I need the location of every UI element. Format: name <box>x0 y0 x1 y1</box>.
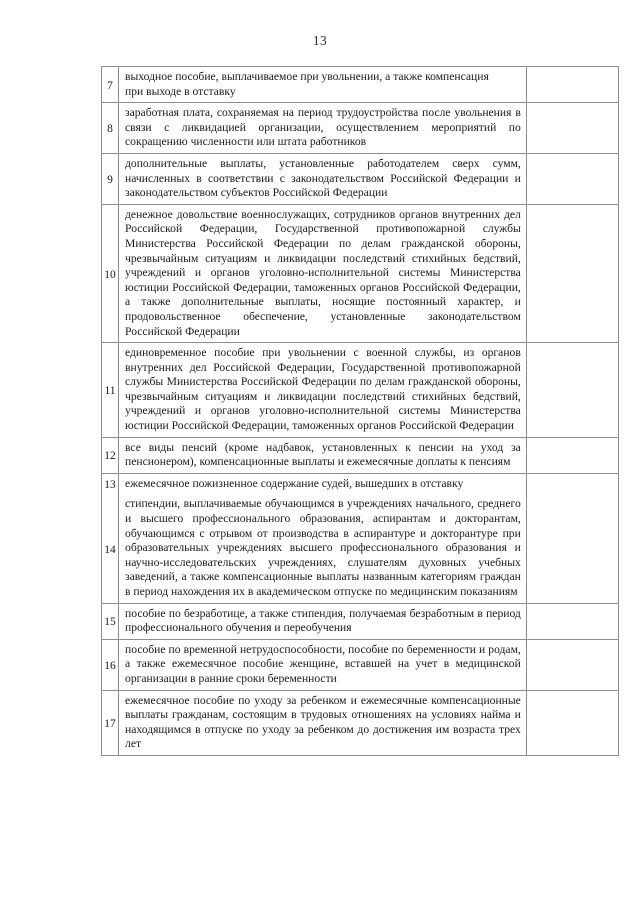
row-number: 11 <box>102 343 119 438</box>
row-note <box>526 437 618 473</box>
row-description-line: пособие по безработице, а также стипендия, получаемая безработным в период профессионального обучения и переобучения <box>125 606 521 635</box>
table-row <box>102 103 619 154</box>
table-row <box>102 153 619 204</box>
table-row <box>102 639 619 690</box>
table-row <box>102 603 619 639</box>
table-row <box>102 67 619 103</box>
row-description <box>119 204 527 342</box>
row-number: 12 <box>102 437 119 473</box>
table-body <box>102 67 619 756</box>
table-row <box>102 204 619 342</box>
row-note <box>526 153 618 204</box>
row-description <box>119 639 527 690</box>
row-description <box>119 67 527 103</box>
row-description-line: ежемесячное пожизненное содержание судей, вышедших в отставку <box>125 476 464 490</box>
row-description-line: единовременное пособие при увольнении с военной службы, из органов внутренних дел Российской Федерации, Государственной противопожарной службы Министерства Российской Федерации по делам гражданской обороны, чрезвычайным ситуациям и ликвидации последствий стихийных бедствий, учреждений и органов уголовно-исполнительной системы Министерства юстиции Российской Федерации, таможенных органов Российской Федерации <box>125 346 521 433</box>
table-row <box>102 437 619 473</box>
row-note <box>526 67 618 103</box>
row-description-line: заработная плата, сохраняемая на период трудоустройства после увольнения в связи с ликвидацией организации, осуществлением мероприятий по сокращению численности или штата работников <box>125 106 521 149</box>
row-description <box>119 494 527 603</box>
row-description-line: все виды пенсий (кроме надбавок, установленных к пенсии на уход за пенсионером), компенсационные выплаты и ежемесячные доплаты к пенсиям <box>125 440 521 469</box>
table-row <box>102 494 619 603</box>
row-number: 8 <box>102 103 119 154</box>
row-number: 14 <box>102 494 119 603</box>
table-row <box>102 473 619 494</box>
row-description <box>119 343 527 438</box>
row-description-line: при выходе в отставку <box>125 84 236 98</box>
income-types-table <box>101 66 619 756</box>
row-number: 17 <box>102 690 119 755</box>
row-note <box>526 204 618 342</box>
row-number: 10 <box>102 204 119 342</box>
page-number: 13 <box>312 33 328 48</box>
row-description <box>119 690 527 755</box>
row-description <box>119 603 527 639</box>
row-description <box>119 473 527 494</box>
row-note <box>526 494 618 603</box>
row-number: 13 <box>102 473 119 494</box>
row-note <box>526 639 618 690</box>
row-description-line: дополнительные выплаты, установленные работодателем сверх сумм, начисленных в соответствии с законодательством Российской Федерации и законодательством субъектов Российской Федерации <box>125 156 521 200</box>
row-note <box>526 473 618 494</box>
row-number: 9 <box>102 153 119 204</box>
table-row <box>102 343 619 438</box>
row-description <box>119 153 527 204</box>
row-number: 15 <box>102 603 119 639</box>
row-number: 7 <box>102 67 119 103</box>
row-description-line: ежемесячное пособие по уходу за ребенком и ежемесячные компенсационные выплаты гражданам, состоящим в трудовых отношениях на условиях найма и находящимся в отпуске по уходу за ребенком до достижения им возраста трех лет <box>125 693 521 751</box>
row-note <box>526 103 618 154</box>
row-description-line: денежное довольствие военнослужащих, сотрудников органов внутренних дел Российской Федерации, Государственной противопожарной службы Министерства Российской Федерации по делам гражданской обороны, чрезвычайным ситуациям и ликвидации последствий стихийных бедствий, учреждений и органов уголовно-исполнительной системы Министерства юстиции Российской Федерации, таможенных органов Российской Федерации, а также дополнительные выплаты, носящие постоянный характер, и продовольственное обеспечение, установленные законодательством Российской Федерации <box>125 207 521 338</box>
row-number: 16 <box>102 639 119 690</box>
table-row <box>102 690 619 755</box>
row-description-line: пособие по временной нетрудоспособности, пособие по беременности и родам, а также ежемесячное пособие женщине, вставшей на учет в медицинской организации в ранние сроки беременности <box>125 642 521 685</box>
row-description-line: стипендии, выплачиваемые обучающимся в учреждениях начального, среднего и высшего профессионального образования, аспирантам и докторантам, обучающимся с отрывом от производства в аспирантуре и докторантуре при образовательных учреждениях высшего профессионального образования и научно-исследовательских учреждениях, слушателям духовных учебных заведений, а также компенсационные выплаты названным категориям граждан в период нахождения их в академическом отпуске по медицинским показаниям <box>125 497 521 598</box>
row-description <box>119 437 527 473</box>
row-note <box>526 690 618 755</box>
row-note <box>526 603 618 639</box>
row-description-line: выходное пособие, выплачиваемое при увольнении, а также компенсация <box>125 70 489 83</box>
row-description <box>119 103 527 154</box>
row-note <box>526 343 618 438</box>
